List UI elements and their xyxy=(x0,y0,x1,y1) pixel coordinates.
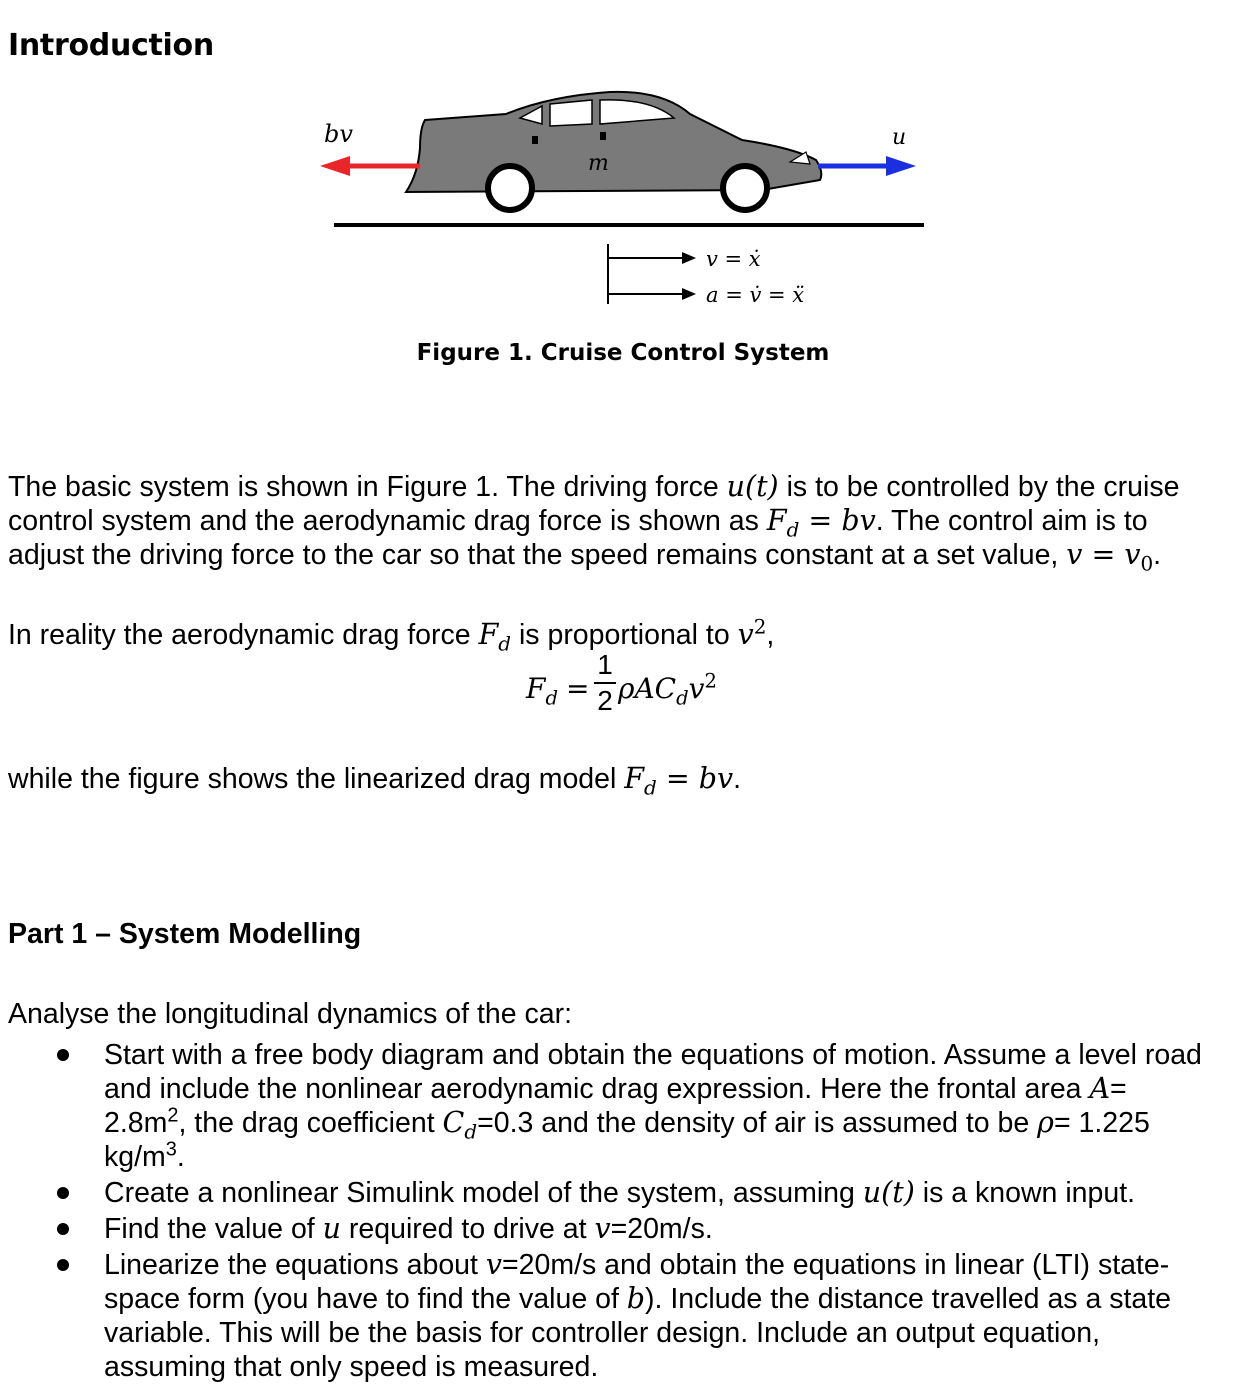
list-item: Linearize the equations about v=20m/s and obtain the equations in linear (LTI) state-space form (you have to find the value of b). Include the distance travelled as a state variable. This will be the basis for controller design. Include an output equation, assuming that only speed is measured. xyxy=(0,1248,1214,1384)
car-illustration xyxy=(406,92,821,210)
task-list xyxy=(0,1038,1246,1384)
rear-wheel xyxy=(488,166,532,210)
task-intro: Analyse the longitudinal dynamics of the car: xyxy=(8,998,572,1030)
linearized-paragraph: while the figure shows the linearized drag model $F_d$ = bv. xyxy=(8,762,742,800)
middle-window xyxy=(550,100,592,126)
list-item: Start with a free body diagram and obtain the equations of motion. Assume a level road and include the nonlinear aerodynamic drag expression. Here the frontal area $A= 2.8m^2$, the drag coefficient $C_d=0.3$ and the density of air is assumed to be ρ= 1.225 $kg/m^3$. xyxy=(0,1038,1214,1174)
kinematics-arrows xyxy=(608,244,696,304)
page-title: Introduction xyxy=(8,28,214,63)
driving-force-arrow xyxy=(818,156,916,176)
door-handle xyxy=(532,136,538,144)
drag-equation: $F_d$ = 1 2 $\rho AC_dv^2$ xyxy=(526,649,717,716)
list-item: Find the value of u required to drive at v=20m/s. xyxy=(0,1212,1214,1246)
math-set-speed: $v = v_0$ xyxy=(1066,538,1154,576)
math-drag-linear: $F_d$ = bv xyxy=(766,504,876,542)
drag-force-label: bv xyxy=(324,120,353,148)
figure-caption: Figure 1. Cruise Control System xyxy=(416,340,830,366)
math-drag-force: $F_d$ xyxy=(478,618,512,656)
intro-paragraph: The basic system is shown in Figure 1. The driving force u(t) is to be controlled by the cruise control system and the aerodynamic drag force is shown as $F_d$ = bv. The control aim is to adjust the driving force to the car so that the speed remains constant at a set value, $v = v_0$. xyxy=(8,470,1180,576)
list-item: Create a nonlinear Simulink model of the system, assuming u(t) is a known input. xyxy=(0,1176,1214,1210)
math-driving-force: u(t) xyxy=(726,470,779,503)
drag-paragraph: In reality the aerodynamic drag force $F_d$ is proportional to $v^2$, xyxy=(8,614,775,656)
front-wheel xyxy=(723,166,767,210)
cruise-control-figure xyxy=(310,78,940,318)
acceleration-equation: a = v̇ = ẍ xyxy=(706,283,805,307)
driving-force-label: u xyxy=(892,125,907,150)
mass-label: m xyxy=(588,151,609,176)
velocity-equation: v = ẋ xyxy=(706,247,761,271)
drag-force-arrow xyxy=(320,156,420,176)
math-v-squared: $v^2$ xyxy=(737,614,767,651)
door-handle xyxy=(600,132,606,140)
section-heading: Part 1 – System Modelling xyxy=(8,918,362,950)
math-drag-linear: $F_d$ = bv xyxy=(624,762,734,800)
fraction-one-half: 1 2 xyxy=(594,650,616,716)
